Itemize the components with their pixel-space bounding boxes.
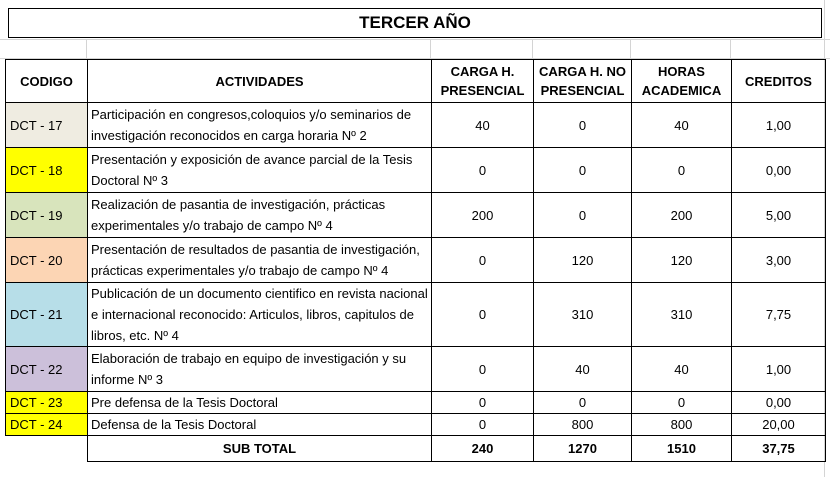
table-row (6, 238, 826, 283)
carga-presencial-cell: 0 (432, 347, 534, 392)
table-row (6, 103, 826, 148)
activity-code: DCT - 22 (6, 347, 88, 392)
subtotal-creditos: 37,75 (732, 436, 826, 462)
activity-description (88, 193, 432, 238)
creditos-cell: 20,00 (732, 414, 826, 436)
sheet-gridline (532, 39, 533, 59)
sheet-gridline (730, 39, 731, 59)
table-row (6, 283, 826, 347)
carga-no-presencial-cell: 800 (534, 414, 632, 436)
activity-code: DCT - 19 (6, 193, 88, 238)
activity-description (88, 103, 432, 148)
sheet-title: TERCER AÑO (8, 8, 822, 38)
activity-line: Presentación y exposición de avance parcial de la Tesis (91, 152, 413, 167)
header-line: PRESENCIAL (540, 83, 625, 98)
subtotal-row (6, 436, 826, 462)
carga-no-presencial-cell: 120 (534, 238, 632, 283)
subtotal-presencial: 240 (432, 436, 534, 462)
header-actividades: ACTIVIDADES (88, 60, 432, 103)
activity-line: e internacional reconocido: Articulos, libros, capitulos de (91, 307, 415, 322)
activity-line: experimentales y/o trabajo de campo Nº 4 (91, 218, 333, 233)
header-carga-presencial (432, 60, 534, 103)
creditos-cell: 7,75 (732, 283, 826, 347)
horas-academica-cell: 120 (632, 238, 732, 283)
activity-description (88, 414, 432, 436)
carga-presencial-cell: 0 (432, 238, 534, 283)
header-creditos: CREDITOS (732, 60, 826, 103)
header-line: PRESENCIAL (440, 83, 525, 98)
carga-presencial-cell: 40 (432, 103, 534, 148)
sheet-gridline (630, 39, 631, 59)
activity-line: prácticas experimentales y/o trabajo de campo Nº 4 (91, 263, 389, 278)
header-row (6, 60, 826, 103)
creditos-cell: 0,00 (732, 148, 826, 193)
table-row (6, 347, 826, 392)
table-row (6, 148, 826, 193)
horas-academica-cell: 0 (632, 392, 732, 414)
activity-code: DCT - 17 (6, 103, 88, 148)
creditos-cell: 5,00 (732, 193, 826, 238)
carga-no-presencial-cell: 0 (534, 148, 632, 193)
activity-line: Defensa de la Tesis Doctoral (91, 417, 257, 432)
activity-description (88, 148, 432, 193)
horas-academica-cell: 200 (632, 193, 732, 238)
sheet-gridline (86, 39, 87, 59)
activity-description (88, 392, 432, 414)
table-row (6, 193, 826, 238)
creditos-cell: 3,00 (732, 238, 826, 283)
subtotal-no-presencial: 1270 (534, 436, 632, 462)
subtotal-label: SUB TOTAL (88, 436, 432, 462)
carga-presencial-cell: 0 (432, 414, 534, 436)
header-line: HORAS (658, 64, 705, 79)
activity-code: DCT - 18 (6, 148, 88, 193)
activity-description (88, 283, 432, 347)
sheet-gridline (430, 39, 431, 59)
carga-no-presencial-cell: 0 (534, 392, 632, 414)
horas-academica-cell: 0 (632, 148, 732, 193)
activity-line: Realización de pasantia de investigación, prácticas (91, 197, 386, 212)
activity-line: Doctoral Nº 3 (91, 173, 168, 188)
activity-line: informe Nº 3 (91, 372, 163, 387)
activities-table (5, 59, 826, 462)
creditos-cell: 1,00 (732, 347, 826, 392)
activity-line: Publicación de un documento cientifico en revista nacional (91, 286, 428, 301)
horas-academica-cell: 40 (632, 103, 732, 148)
carga-presencial-cell: 200 (432, 193, 534, 238)
activity-line: libros, etc. Nº 4 (91, 328, 179, 343)
activity-description (88, 238, 432, 283)
carga-no-presencial-cell: 40 (534, 347, 632, 392)
horas-academica-cell: 800 (632, 414, 732, 436)
header-line: CARGA H. NO (539, 64, 626, 79)
carga-presencial-cell: 0 (432, 392, 534, 414)
carga-presencial-cell: 0 (432, 283, 534, 347)
activity-code: DCT - 20 (6, 238, 88, 283)
activity-line: Participación en congresos,coloquios y/o seminarios de (91, 107, 412, 122)
header-codigo: CODIGO (6, 60, 88, 103)
creditos-cell: 1,00 (732, 103, 826, 148)
header-line: ACADEMICA (641, 83, 722, 98)
carga-presencial-cell: 0 (432, 148, 534, 193)
activity-code: DCT - 23 (6, 392, 88, 414)
table-row (6, 392, 826, 414)
activity-line: Presentación de resultados de pasantia de investigación, (91, 242, 420, 257)
header-line: CARGA H. (450, 64, 515, 79)
subtotal-horas: 1510 (632, 436, 732, 462)
activity-line: Elaboración de trabajo en equipo de investigación y su (91, 351, 407, 366)
sheet-gridline (0, 39, 830, 40)
creditos-cell: 0,00 (732, 392, 826, 414)
blank-cell (6, 436, 88, 462)
activity-line: investigación reconocidos en carga horaria Nº 2 (91, 128, 367, 143)
table-row (6, 414, 826, 436)
carga-no-presencial-cell: 310 (534, 283, 632, 347)
carga-no-presencial-cell: 0 (534, 103, 632, 148)
activity-code: DCT - 21 (6, 283, 88, 347)
horas-academica-cell: 310 (632, 283, 732, 347)
activity-code: DCT - 24 (6, 414, 88, 436)
header-carga-no-presencial (534, 60, 632, 103)
horas-academica-cell: 40 (632, 347, 732, 392)
carga-no-presencial-cell: 0 (534, 193, 632, 238)
activity-description (88, 347, 432, 392)
header-horas-academica (632, 60, 732, 103)
activity-line: Pre defensa de la Tesis Doctoral (91, 395, 278, 410)
